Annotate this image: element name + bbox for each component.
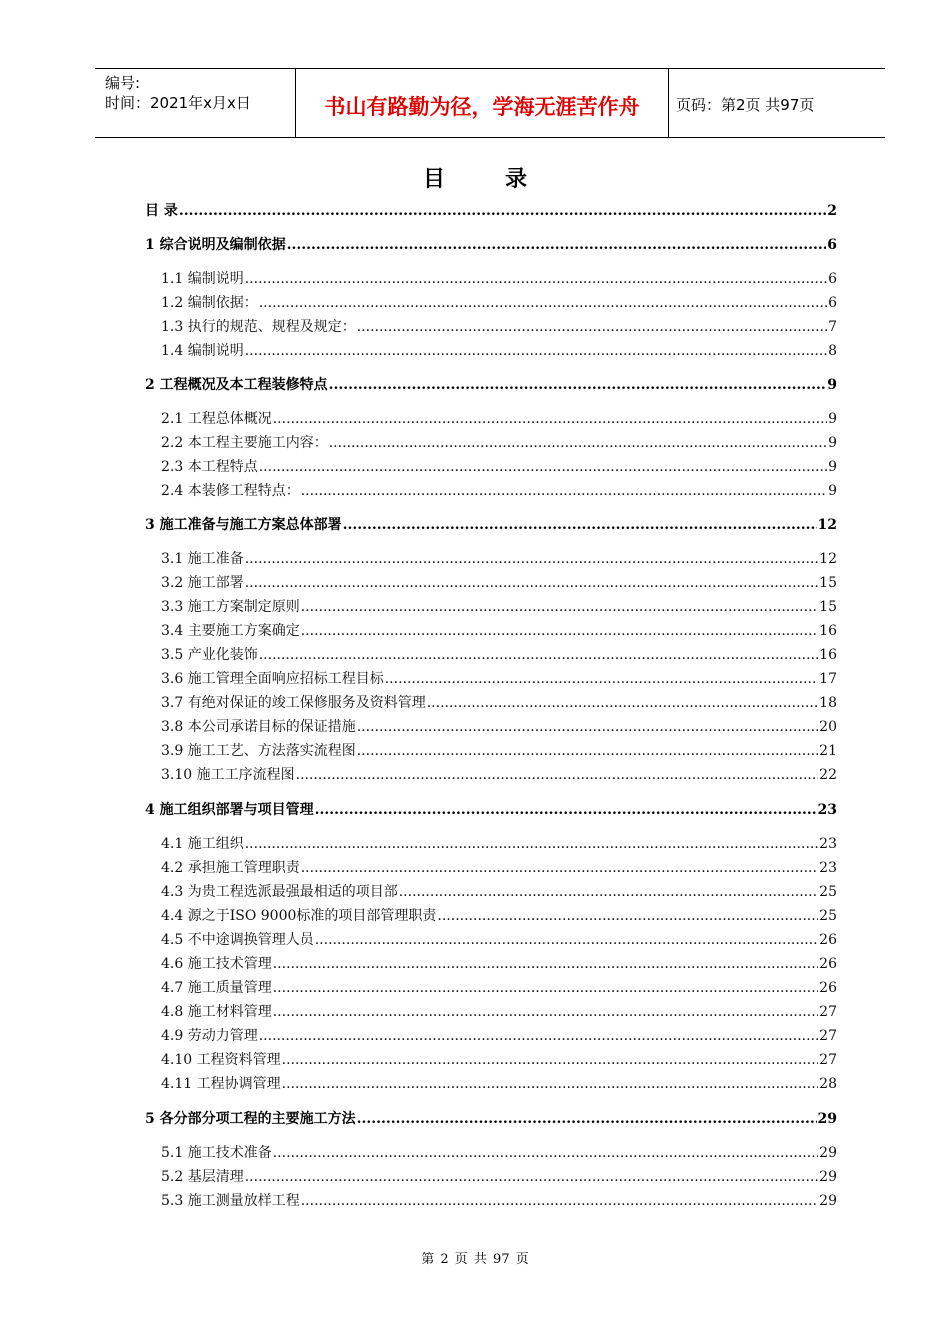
toc-page-number: 29 <box>817 1111 837 1127</box>
toc-section-entry[interactable] <box>145 1073 837 1093</box>
toc-page-number: 8 <box>828 343 837 359</box>
toc-entry-text: 3.2 施工部署 <box>161 575 244 591</box>
toc-section-entry[interactable] <box>145 833 837 853</box>
toc-page-number: 9 <box>828 483 837 499</box>
toc-entry-text: 3.3 施工方案制定原则 <box>161 599 300 615</box>
toc-entry-text: 4.7 施工质量管理 <box>161 980 272 996</box>
toc-dot-leader <box>245 271 827 287</box>
toc-dot-leader <box>287 237 827 253</box>
toc-dot-leader <box>315 932 818 948</box>
toc-chapter-entry[interactable] <box>145 514 837 534</box>
toc-dot-leader <box>301 483 827 499</box>
toc-section-entry[interactable] <box>145 292 837 312</box>
toc-dot-leader <box>259 1028 818 1044</box>
toc-section-entry[interactable] <box>145 432 837 452</box>
toc-section-entry[interactable] <box>145 881 837 901</box>
toc-page-number: 9 <box>828 411 837 427</box>
toc-entry-text: 3.4 主要施工方案确定 <box>161 623 300 639</box>
toc-dot-leader <box>259 459 827 475</box>
toc-page-number: 9 <box>827 377 837 393</box>
toc-dot-leader <box>343 517 817 533</box>
toc-page-number: 12 <box>819 551 837 567</box>
toc-section-entry[interactable] <box>145 857 837 877</box>
header-number-label: 编号: <box>105 74 141 92</box>
toc-dot-leader <box>301 623 818 639</box>
toc-page-number: 22 <box>819 767 837 783</box>
toc-section-entry[interactable] <box>145 1166 837 1186</box>
toc-entry-text: 4.9 劳动力管理 <box>161 1028 258 1044</box>
page-footer: 第 2 页 共 97 页 <box>421 1252 529 1267</box>
toc-page-number: 6 <box>827 237 837 253</box>
toc-dot-leader <box>245 836 818 852</box>
header-right-cell <box>668 69 885 137</box>
toc-section-entry[interactable] <box>145 620 837 640</box>
toc-page-number: 17 <box>819 671 837 687</box>
toc-section-entry[interactable] <box>145 716 837 736</box>
toc-page-number: 9 <box>828 435 837 451</box>
toc-page-number: 15 <box>819 575 837 591</box>
toc-entry-text: 2 工程概况及本工程装修特点 <box>145 377 328 393</box>
toc-entry-text: 2.1 工程总体概况 <box>161 411 272 427</box>
toc-dot-leader <box>273 1004 818 1020</box>
toc-dot-leader <box>301 860 818 876</box>
header-motto: 书山有路勤为径，学海无涯苦作舟 <box>324 95 640 119</box>
toc-page-number: 18 <box>819 695 837 711</box>
toc-page-number: 27 <box>819 1028 837 1044</box>
toc-page-number: 29 <box>819 1145 837 1161</box>
toc-entry-text: 4 施工组织部署与项目管理 <box>145 802 314 818</box>
toc-entry-text: 2.3 本工程特点 <box>161 459 258 475</box>
toc-entry-text: 1.2 编制依据： <box>161 295 258 311</box>
toc-entry-text: 1.3 执行的规范、规程及规定： <box>161 319 356 335</box>
toc-dot-leader <box>259 295 827 311</box>
toc-entry-text: 1.1 编制说明 <box>161 271 244 287</box>
header-motto-cell <box>295 69 669 137</box>
toc-page-number: 23 <box>819 860 837 876</box>
toc-entry-text: 1.4 编制说明 <box>161 343 244 359</box>
toc-dot-leader <box>245 551 818 567</box>
toc-section-entry[interactable] <box>145 1025 837 1045</box>
toc-dot-leader <box>179 203 826 219</box>
toc-chapter-entry[interactable] <box>145 200 837 220</box>
toc-dot-leader <box>282 1052 819 1068</box>
toc-entry-text: 4.3 为贵工程选派最强最相适的项目部 <box>161 884 398 900</box>
toc-dot-leader <box>273 1145 818 1161</box>
toc-page-number: 25 <box>819 908 837 924</box>
toc-section-entry[interactable] <box>145 1190 837 1210</box>
toc-page-number: 12 <box>817 517 837 533</box>
toc-section-entry[interactable] <box>145 596 837 616</box>
toc-chapter-entry[interactable] <box>145 1108 837 1128</box>
toc-section-entry[interactable] <box>145 572 837 592</box>
toc-entry-text: 3.9 施工工艺、方法落实流程图 <box>161 743 356 759</box>
toc-dot-leader <box>357 743 818 759</box>
toc-dot-leader <box>437 908 818 924</box>
toc-chapter-entry[interactable] <box>145 374 837 394</box>
toc-section-entry[interactable] <box>145 1001 837 1021</box>
toc-chapter-entry[interactable] <box>145 234 837 254</box>
toc-dot-leader <box>301 599 818 615</box>
toc-entry-text: 3.5 产业化装饰 <box>161 647 258 663</box>
toc-page-number: 29 <box>819 1193 837 1209</box>
toc-dot-leader <box>273 980 818 996</box>
toc-dot-leader <box>259 647 818 663</box>
toc-entry-text: 3.10 施工工序流程图 <box>161 767 295 783</box>
toc-section-entry[interactable] <box>145 548 837 568</box>
toc-entry-text: 4.11 工程协调管理 <box>161 1076 281 1092</box>
toc-dot-leader <box>273 411 827 427</box>
toc-section-entry[interactable] <box>145 977 837 997</box>
toc-dot-leader <box>357 719 818 735</box>
toc-entry-text: 5.3 施工测量放样工程 <box>161 1193 300 1209</box>
page-title: 目录 <box>422 166 587 192</box>
toc-entry-text: 4.5 不中途调换管理人员 <box>161 932 314 948</box>
toc-entry-text: 4.6 施工技术管理 <box>161 956 272 972</box>
toc-section-entry[interactable] <box>145 1049 837 1069</box>
toc-page-number: 20 <box>819 719 837 735</box>
toc-page-number: 9 <box>828 459 837 475</box>
toc-entry-text: 3.6 施工管理全面响应招标工程目标 <box>161 671 384 687</box>
toc-dot-leader <box>357 319 827 335</box>
toc-page-number: 27 <box>819 1052 837 1068</box>
toc-section-entry[interactable] <box>145 268 837 288</box>
toc-dot-leader <box>301 1193 818 1209</box>
toc-entry-text: 5.2 基层清理 <box>161 1169 244 1185</box>
page-header <box>95 68 885 138</box>
header-page-info: 页码：第2页 共97页 <box>676 96 815 114</box>
header-time-label: 时间：2021年x月x日 <box>105 94 251 112</box>
toc-page-number: 26 <box>819 956 837 972</box>
toc-entry-text: 1 综合说明及编制依据 <box>145 237 286 253</box>
toc-dot-leader <box>399 884 818 900</box>
toc-dot-leader <box>273 956 818 972</box>
toc-section-entry[interactable] <box>145 764 837 784</box>
toc-page-number: 16 <box>819 623 837 639</box>
toc-dot-leader <box>329 435 827 451</box>
toc-entry-text: 4.1 施工组织 <box>161 836 244 852</box>
toc-section-entry[interactable] <box>145 456 837 476</box>
toc-dot-leader <box>245 575 818 591</box>
toc-entry-text: 4.10 工程资料管理 <box>161 1052 281 1068</box>
toc-entry-text: 4.8 施工材料管理 <box>161 1004 272 1020</box>
toc-page-number: 23 <box>817 802 837 818</box>
toc-section-entry[interactable] <box>145 316 837 336</box>
toc-page-number: 25 <box>819 884 837 900</box>
toc-dot-leader <box>329 377 827 393</box>
toc-section-entry[interactable] <box>145 668 837 688</box>
toc-entry-text: 2.4 本装修工程特点： <box>161 483 300 499</box>
toc-dot-leader <box>296 767 819 783</box>
toc-section-entry[interactable] <box>145 340 837 360</box>
toc-entry-text: 4.2 承担施工管理职责 <box>161 860 300 876</box>
toc-entry-text: 5 各分部分项工程的主要施工方法 <box>145 1111 356 1127</box>
toc-entry-text: 2.2 本工程主要施工内容： <box>161 435 328 451</box>
toc-section-entry[interactable] <box>145 905 837 925</box>
toc-page-number: 27 <box>819 1004 837 1020</box>
toc-dot-leader <box>315 802 817 818</box>
toc-page-number: 21 <box>819 743 837 759</box>
toc-entry-text: 3.8 本公司承诺目标的保证措施 <box>161 719 356 735</box>
toc-dot-leader <box>357 1111 817 1127</box>
toc-section-entry[interactable] <box>145 408 837 428</box>
toc-dot-leader <box>427 695 818 711</box>
toc-entry-text: 3.7 有绝对保证的竣工保修服务及资料管理 <box>161 695 426 711</box>
toc-page-number: 29 <box>819 1169 837 1185</box>
toc-dot-leader <box>385 671 818 687</box>
toc-entry-text: 4.4 源之于ISO 9000标准的项目部管理职责 <box>161 908 437 924</box>
toc-section-entry[interactable] <box>145 692 837 712</box>
toc-entry-text: 目 录 <box>145 203 178 219</box>
toc-entry-text: 3 施工准备与施工方案总体部署 <box>145 517 342 533</box>
toc-page-number: 28 <box>819 1076 837 1092</box>
toc-dot-leader <box>282 1076 819 1092</box>
toc-page-number: 26 <box>819 980 837 996</box>
toc-section-entry[interactable] <box>145 1142 837 1162</box>
toc-entry-text: 3.1 施工准备 <box>161 551 244 567</box>
header-left-cell <box>95 69 295 137</box>
toc-section-entry[interactable] <box>145 740 837 760</box>
toc-section-entry[interactable] <box>145 953 837 973</box>
toc-page-number: 16 <box>819 647 837 663</box>
toc-page-number: 6 <box>828 271 837 287</box>
toc-page-number: 2 <box>827 203 837 219</box>
toc-page-number: 7 <box>828 319 837 335</box>
toc-chapter-entry[interactable] <box>145 799 837 819</box>
toc-page-number: 26 <box>819 932 837 948</box>
toc-dot-leader <box>245 1169 818 1185</box>
toc-page-number: 23 <box>819 836 837 852</box>
toc-section-entry[interactable] <box>145 480 837 500</box>
toc-dot-leader <box>245 343 827 359</box>
toc-page-number: 15 <box>819 599 837 615</box>
toc-page-number: 6 <box>828 295 837 311</box>
toc-entry-text: 5.1 施工技术准备 <box>161 1145 272 1161</box>
toc-section-entry[interactable] <box>145 929 837 949</box>
toc-section-entry[interactable] <box>145 644 837 664</box>
